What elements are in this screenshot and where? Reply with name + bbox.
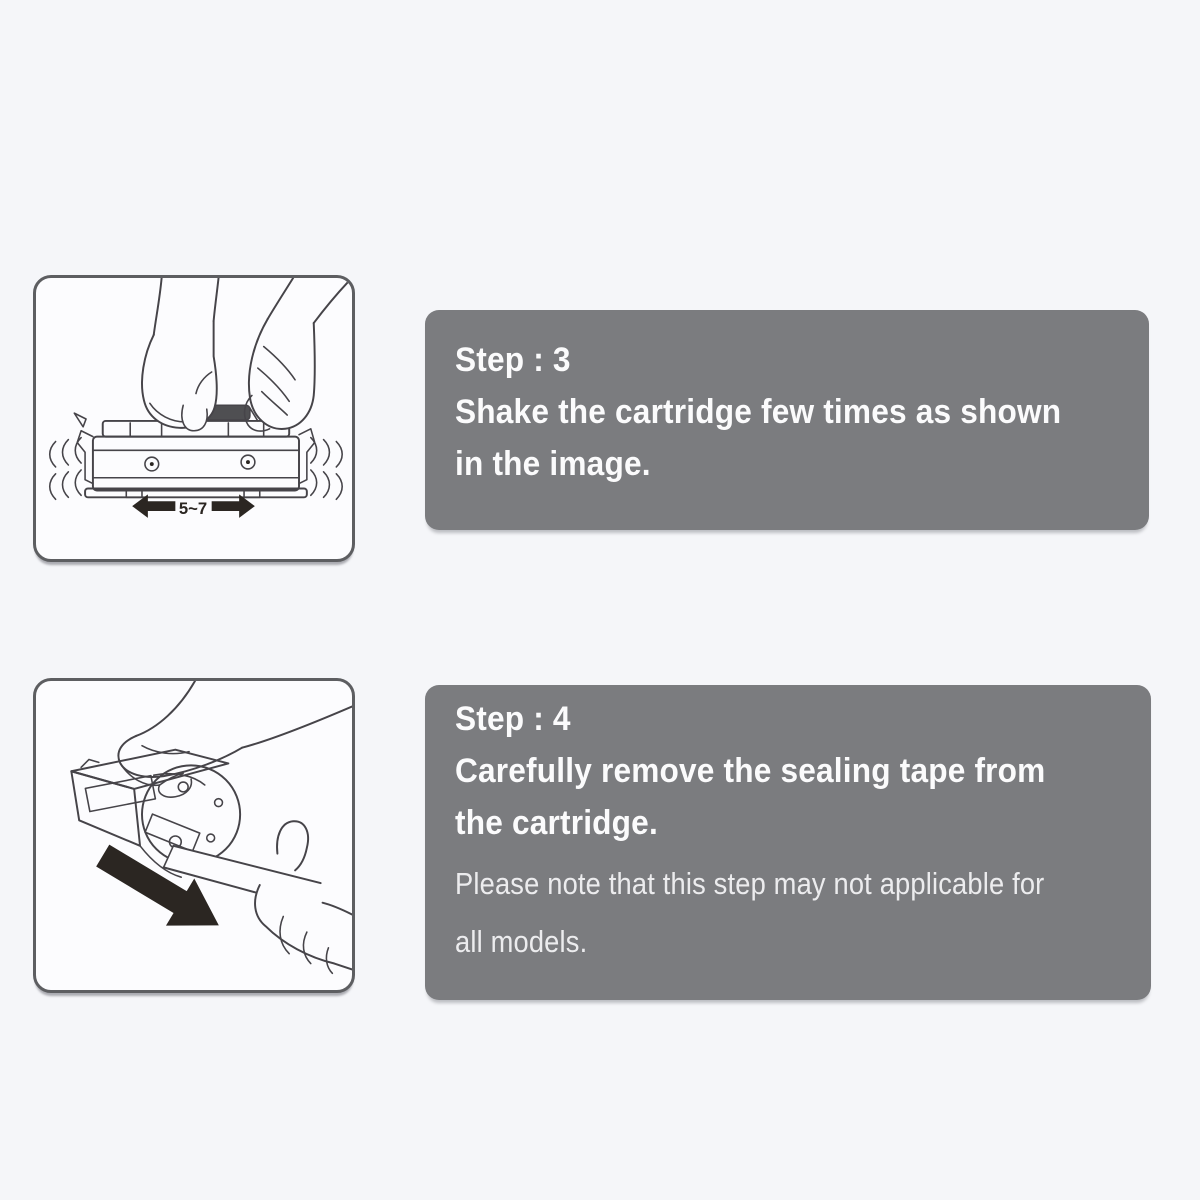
pull-direction-arrow-icon [89, 832, 233, 949]
step-3-illustration-box [33, 275, 355, 562]
right-hand [245, 278, 349, 431]
step-4-description-line-2: the cartridge. [455, 804, 658, 842]
step-4-text-panel [425, 685, 1151, 1000]
step-3-text-panel [425, 310, 1149, 530]
cartridge-label [85, 776, 155, 812]
shake-count-label: 5~7 [178, 498, 208, 518]
step-4-title: Step : 4 [455, 700, 571, 738]
step-4-note-line-2: all models. [455, 924, 588, 959]
step-3-description-line-2: in the image. [455, 445, 651, 483]
step-4-note [455, 855, 1121, 971]
step-4-note-line-1: Please note that this step may not applicable for [455, 866, 1045, 901]
holding-hand [118, 681, 352, 797]
remove-sealing-tape-illustration [36, 681, 352, 990]
step-3-description-line-1: Shake the cartridge few times as shown [455, 393, 1062, 431]
shake-cartridge-illustration [36, 278, 352, 559]
step-4-description-line-1: Carefully remove the sealing tape from [455, 752, 1046, 790]
step-3-title: Step : 3 [455, 341, 571, 379]
shake-motion-lines-right [311, 438, 342, 500]
step-4-illustration-box [33, 678, 355, 993]
left-hand [142, 278, 219, 431]
shake-motion-lines-left [50, 438, 81, 500]
